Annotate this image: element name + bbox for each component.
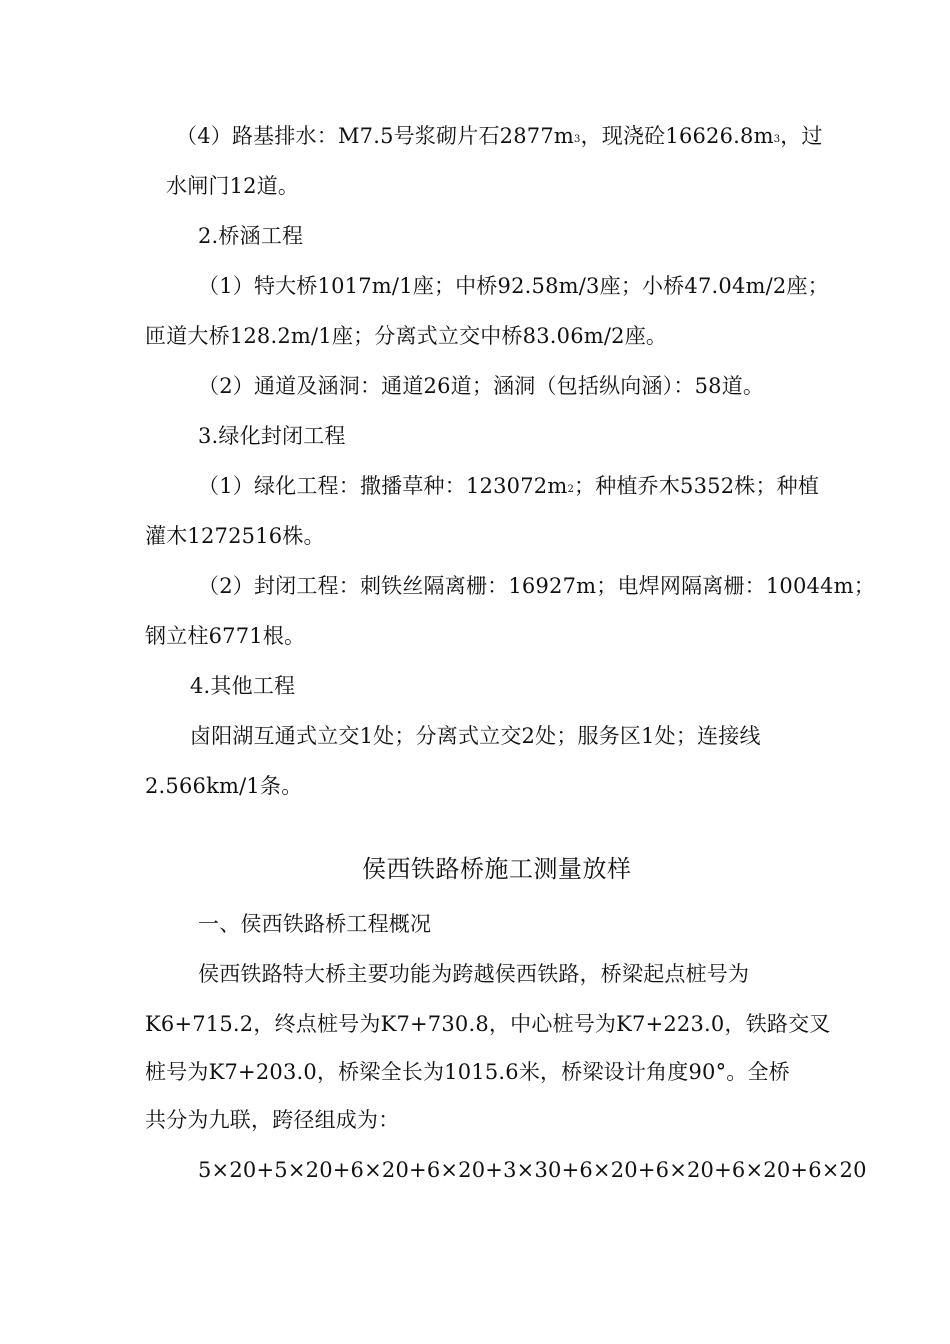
unit-superscript: 2 [567,484,575,495]
section-heading-other: 4.其他工程 [190,674,296,698]
paragraph-overview-line4: 共分为九联，跨径组成为： [145,1108,400,1132]
paragraph-overview-line3: 桩号为K7+203.0，桥梁全长为1015.6米，桥梁设计角度90°。全桥 [145,1060,790,1084]
drainage-text-c: ，过 [780,124,823,148]
paragraph-other-line2: 2.566km/1条。 [145,774,303,798]
unit-superscript: 3 [773,134,781,145]
paragraph-bridges-line2: 匝道大桥128.2m/1座；分离式立交中桥83.06m/2座。 [145,324,668,348]
paragraph-overview-line2: K6+715.2，终点桩号为K7+730.8，中心桩号为K7+223.0，铁路交叉 [145,1012,831,1036]
unit-superscript: 3 [574,134,581,145]
chapter-title: 侯西铁路桥施工测量放样 [362,855,632,883]
section-heading-greening: 3.绿化封闭工程 [198,424,346,448]
section-heading-bridges: 2.桥涵工程 [198,224,304,248]
paragraph-drainage-line1 [176,122,823,150]
paragraph-other-line1: 卤阳湖互通式立交1处；分离式立交2处；服务区1处；连接线 [190,724,761,748]
drainage-text-b: ，现浇砼16626.8m [580,124,774,148]
chapter-sub-heading: 一、侯西铁路桥工程概况 [198,912,432,936]
paragraph-culverts-line1: （2）通道及涵洞：通道26道；涵洞（包括纵向涵）：58道。 [198,374,765,398]
span-formula: 5×20+5×20+6×20+6×20+3×30+6×20+6×20+6×20+6×20 [198,1158,867,1182]
paragraph-overview-line1: 侯西铁路特大桥主要功能为跨越侯西铁路，桥梁起点桩号为 [198,962,750,986]
paragraph-greening-line1 [198,472,819,500]
paragraph-bridges-line1: （1）特大桥1017m/1座；中桥92.58m/3座；小桥47.04m/2座； [198,274,829,298]
greening-text-b: ；种植乔木5352株；种植 [574,474,820,498]
drainage-text-a: （4）路基排水：M7.5号浆砌片石2877m [176,124,575,148]
greening-text-a: （1）绿化工程：撒播草种：123072m [198,474,568,498]
paragraph-fencing-line2: 钢立柱6771根。 [145,624,306,648]
paragraph-greening-line2: 灌木1272516株。 [145,524,325,548]
paragraph-drainage-line2: 水闸门12道。 [166,174,300,198]
paragraph-fencing-line1: （2）封闭工程：刺铁丝隔离栅：16927m；电焊网隔离栅：10044m； [198,574,875,598]
